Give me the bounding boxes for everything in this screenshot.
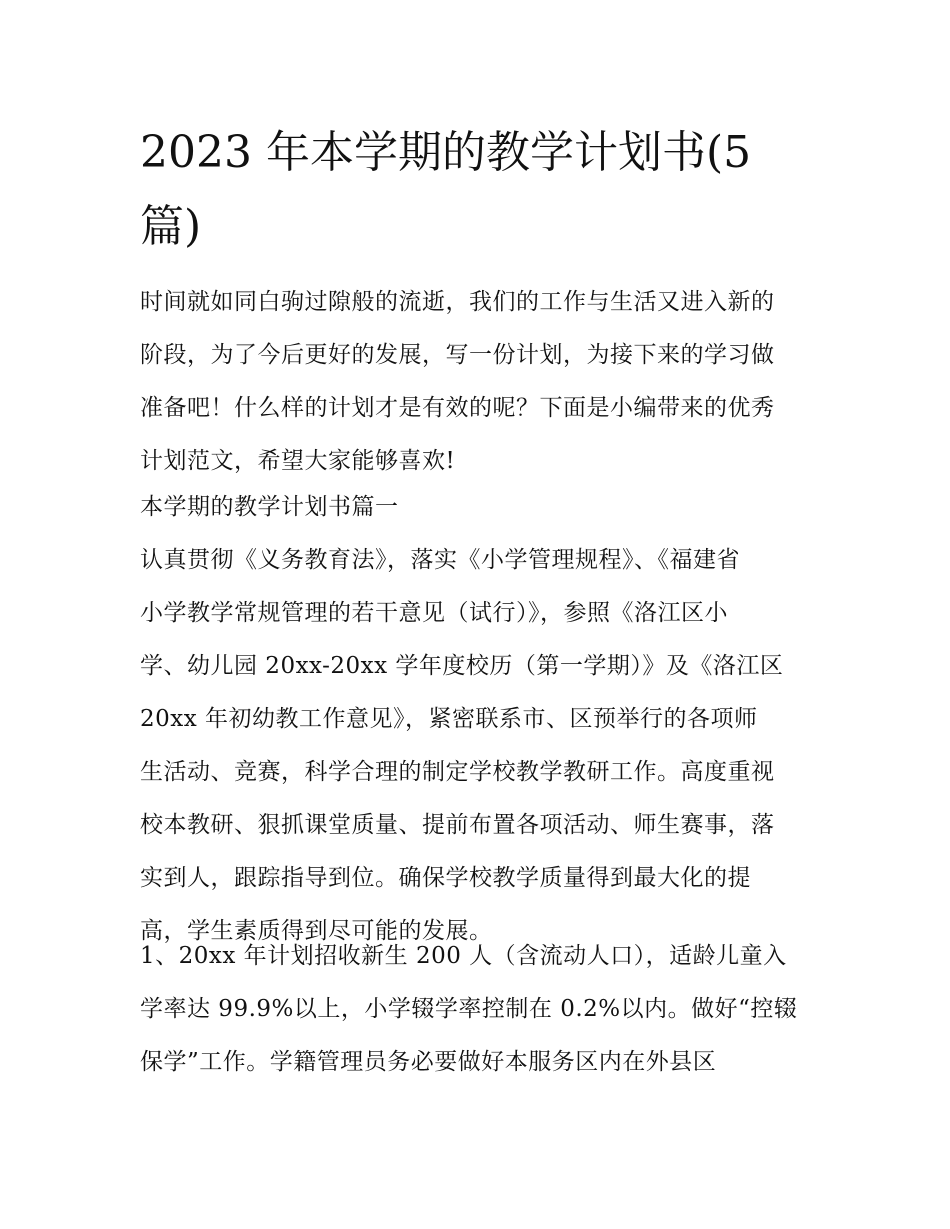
item-line: 保学”工作。学籍管理员务必要做好本服务区内在外县区: [140, 1049, 717, 1075]
section-line: 高，学生素质得到尽可能的发展。: [140, 918, 493, 944]
section-line: 学、幼儿园 20xx-20xx 学年度校历（第一学期）》及《洛江区: [140, 653, 784, 679]
section-heading: [140, 481, 820, 534]
title-line-2: 篇): [140, 201, 202, 252]
intro-line: 时间就如同白驹过隙般的流逝，我们的工作与生活又进入新的: [140, 289, 775, 315]
section-line: 生活动、竞赛，科学合理的制定学校教学教研工作。高度重视: [140, 759, 775, 785]
intro-paragraph: [140, 276, 820, 488]
item-line: 1、20xx 年计划招收新生 200 人（含流动人口），适龄儿童入: [140, 943, 787, 969]
item-line: 学率达 99.9%以上，小学辍学率控制在 0.2%以内。做好“控辍: [140, 996, 798, 1022]
section-line: 认真贯彻《义务教育法》，落实《小学管理规程》、《福建省: [140, 547, 740, 573]
list-item-1: [140, 930, 820, 1089]
section-line: 实到人，跟踪指导到位。确保学校教学质量得到最大化的提: [140, 865, 751, 891]
section-paragraph: [140, 534, 820, 958]
document-title: [140, 116, 820, 264]
section-heading-text: 本学期的教学计划书篇一: [140, 494, 399, 520]
intro-line: 阶段，为了今后更好的发展，写一份计划，为接下来的学习做: [140, 342, 775, 368]
intro-line: 准备吧！什么样的计划才是有效的呢？下面是小编带来的优秀: [140, 395, 775, 421]
intro-line: 计划范文，希望大家能够喜欢!: [140, 448, 456, 474]
section-line: 校本教研、狠抓课堂质量、提前布置各项活动、师生赛事，落: [140, 812, 775, 838]
section-line: 20xx 年初幼教工作意见》，紧密联系市、区预举行的各项师: [140, 706, 758, 732]
title-line-1: 2023 年本学期的教学计划书(5: [140, 127, 752, 178]
section-line: 小学教学常规管理的若干意见（试行）》，参照《洛江区小: [140, 600, 728, 626]
